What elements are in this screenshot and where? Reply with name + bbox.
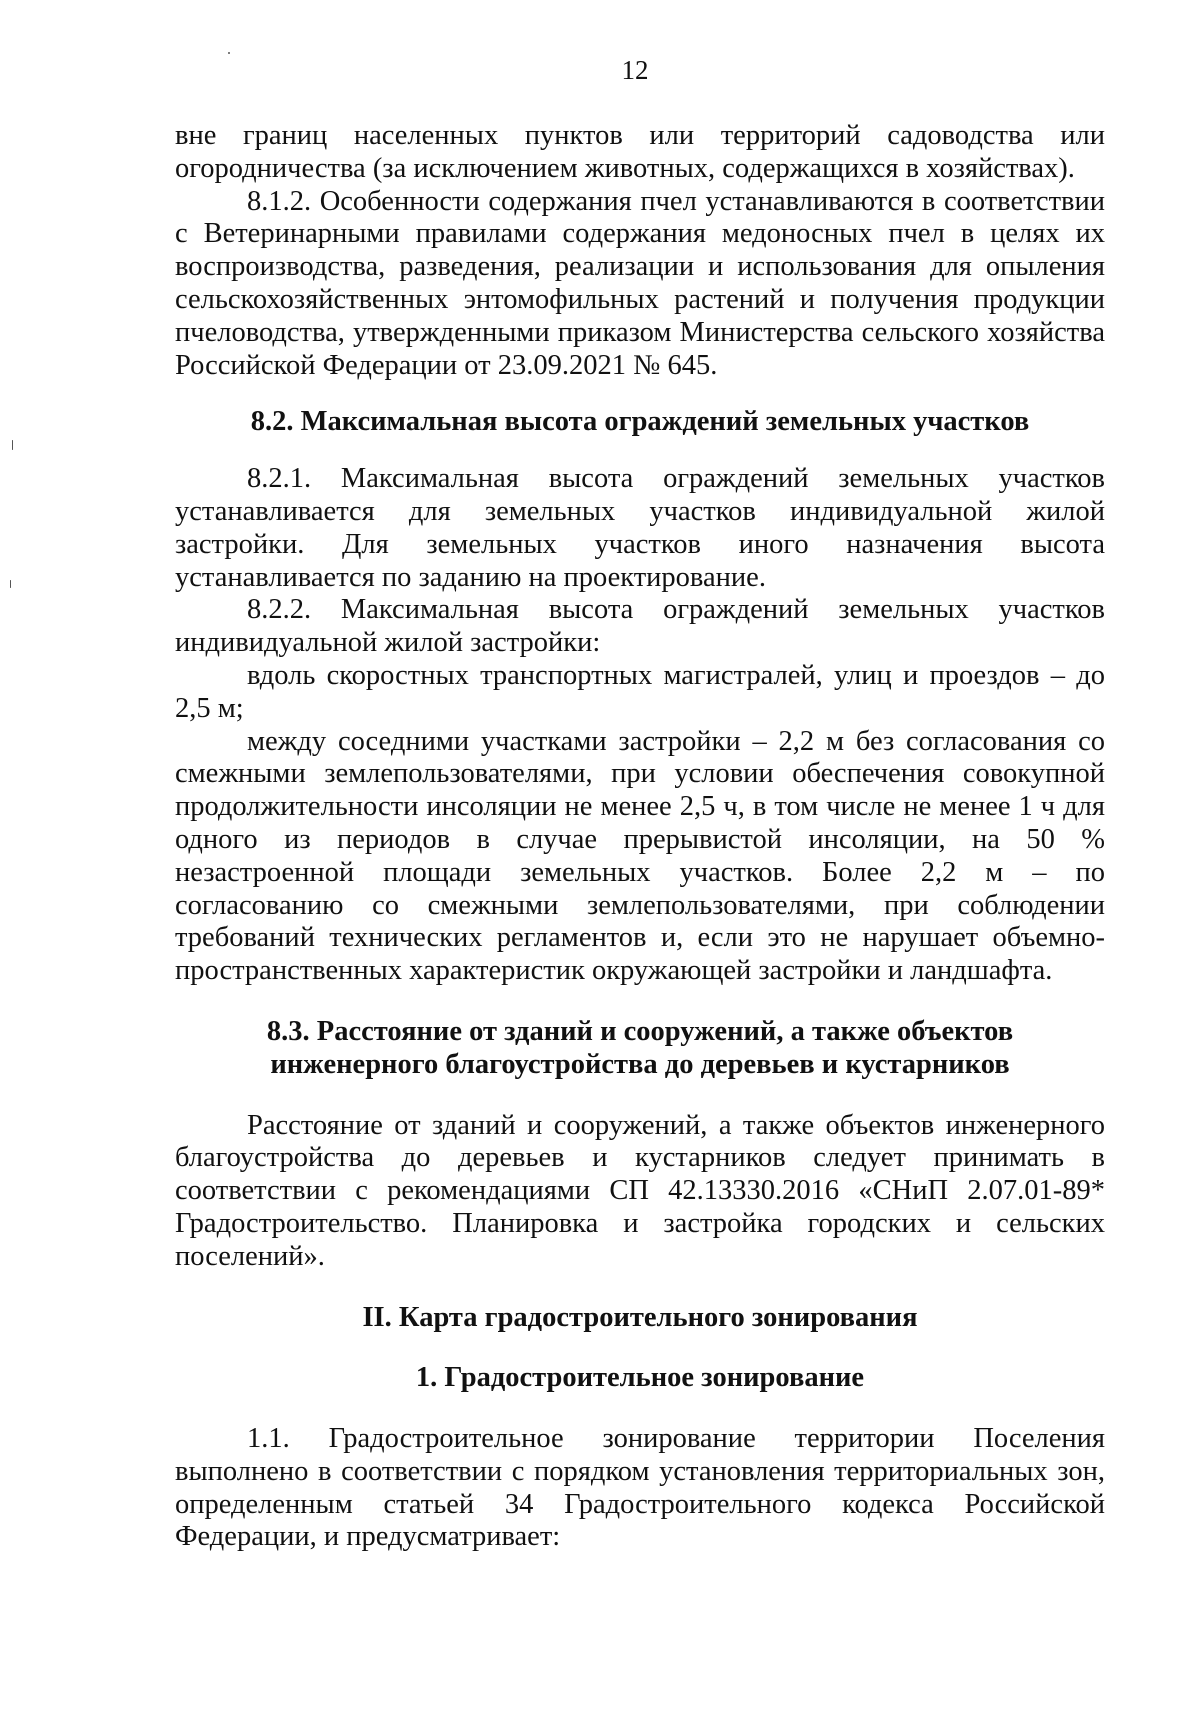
paragraph-8-1-2: 8.1.2. Особенности содержания пчел устанавливаются в соответствии с Ветеринарными правилами содержания медоносных пчел в целях их воспроизводства, разведения, реализации и использования для опыления сельскохозяйственных энтомофильных растений и получения продукции пчеловодства, утвержденными приказом Министерства сельского хозяйства Российской Федерации от 23.09.2021 № 645.	[175, 185, 1105, 381]
spacer	[175, 439, 1105, 463]
scan-speck	[12, 440, 13, 450]
document-body	[175, 120, 1105, 1554]
spacer	[175, 988, 1105, 1016]
heading-section-ii: II. Карта градостроительного зонирования	[362, 1301, 918, 1333]
paragraph-8-2-2: 8.2.2. Максимальная высота ограждений земельных участков индивидуальной жилой застройки:	[175, 594, 1105, 659]
heading-8-3-line-1: 8.3. Расстояние от зданий и сооружений, а также объектов	[266, 1015, 1014, 1047]
heading-1-zoning: 1. Градостроительное зонирование	[415, 1362, 865, 1394]
heading-8-3-line-2: инженерного благоустройства до деревьев и кустарников	[270, 1048, 1010, 1080]
spacer	[175, 1082, 1105, 1110]
spacer	[175, 382, 1105, 406]
paragraph-1-1: 1.1. Градостроительное зонирование территории Поселения выполнено в соответствии с порядком установления территориальных зон, определенным статьей 34 Градостроительного кодекса Российской Федерации, и предусматривает:	[175, 1423, 1105, 1553]
heading-8-2: 8.2. Максимальная высота ограждений земельных участков	[250, 406, 1030, 438]
page-number: 12	[621, 55, 649, 85]
paragraph-fence-neighbors: между соседними участками застройки – 2,2 м без согласования со смежными землепользователями, при условии обеспечения совокупной продолжительности инсоляции не менее 2,5 ч, в том числе не менее 1 ч для одного из периодов в случае прерывистой инсоляции, на 50 % незастроенной площади земельных участков. Более 2,2 м – по согласованию со смежными землепользователями, при соблюдении требований технических регламентов и, если это не нарушает объемно-пространственных характеристик окружающей застройки и ландшафта.	[175, 725, 1105, 987]
spacer	[175, 1395, 1105, 1423]
spacer	[175, 1334, 1105, 1362]
paragraph-continuation: вне границ населенных пунктов или территорий садоводства или огородничества (за исключением животных, содержащихся в хозяйствах).	[175, 120, 1105, 184]
scan-speck	[10, 580, 11, 588]
paragraph-8-2-1: 8.2.1. Максимальная высота ограждений земельных участков устанавливается для земельных участков индивидуальной жилой застройки. Для земельных участков иного назначения высота устанавливается по заданию на проектирование.	[175, 463, 1105, 593]
spacer	[175, 1274, 1105, 1302]
paragraph-fence-roads: вдоль скоростных транспортных магистралей, улиц и проездов – до 2,5 м;	[175, 659, 1105, 724]
paragraph-8-3: Расстояние от зданий и сооружений, а также объектов инженерного благоустройства до деревьев и кустарников следует принимать в соответствии с рекомендациями СП 42.13330.2016 «СНиП 2.07.01-89* Градостроительство. Планировка и застройка городских и сельских поселений».	[175, 1109, 1105, 1272]
